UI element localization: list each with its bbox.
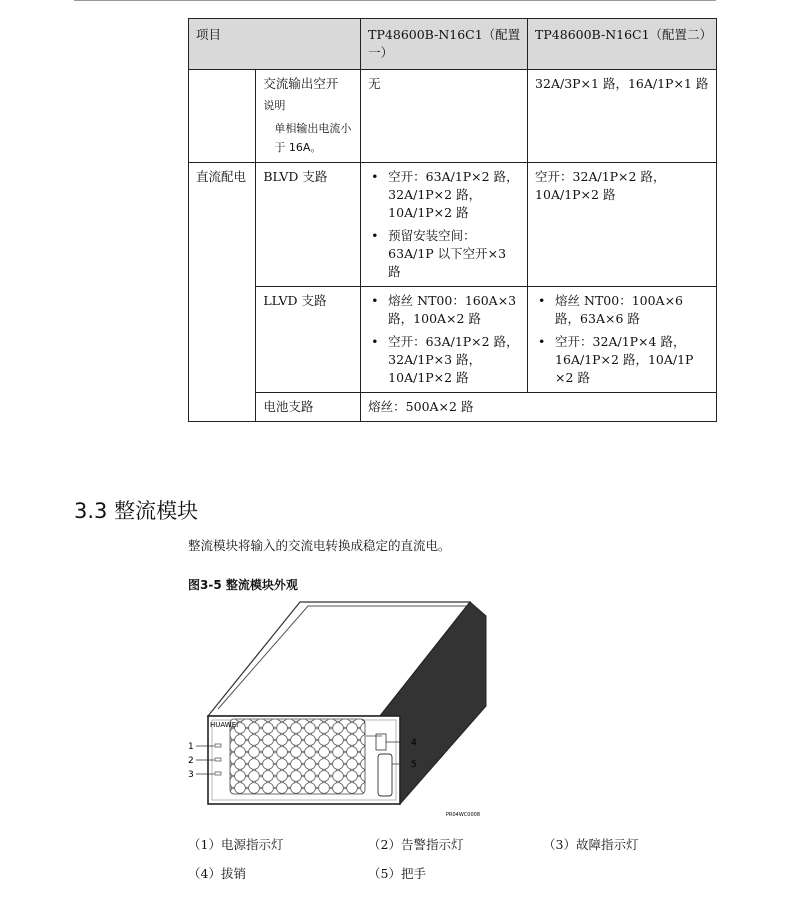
legend-power: （1）电源指示灯: [188, 837, 284, 852]
figure-caption: 图3-5 整流模块外观: [188, 578, 298, 592]
callout-1: 1: [188, 742, 194, 752]
list-item: • 空开：32A/1P×4 路，16A/1P×2 路，10A/1P ×2 路: [535, 333, 710, 387]
pull-pin: [376, 734, 386, 750]
header-config1: TP48600B-N16C1（配置一）: [361, 19, 528, 70]
ac-output-cell: [256, 70, 361, 163]
note-body: 单相输出电流小于 16A。: [274, 122, 352, 154]
table-row-blvd: [189, 163, 717, 287]
header-config2: TP48600B-N16C1（配置二）: [528, 19, 717, 70]
list-item: • 空开：63A/1P×2 路，32A/1P×3 路，10A/1P×2 路: [368, 333, 521, 387]
callout-3: 3: [188, 770, 194, 780]
page-top-rule: [74, 0, 716, 1]
list-item: • 熔丝 NT00：100A×6 路，63A×6 路: [535, 292, 710, 328]
section-title: 3.3 整流模块: [74, 499, 199, 523]
dc-group-label: 直流配电: [189, 163, 256, 422]
callout-5: 5: [411, 760, 417, 770]
table-header-row: [189, 19, 717, 70]
blvd-config2: 空开：32A/1P×2 路，10A/1P×2 路: [528, 163, 717, 287]
brand-logo: HUAWEI: [210, 721, 239, 729]
list-item: • 空开：63A/1P×2 路，32A/1P×2 路，10A/1P×2 路: [368, 168, 521, 222]
table-row-ac-output: [189, 70, 717, 163]
legend-handle: （5）把手: [368, 866, 426, 881]
table-row-llvd: [189, 287, 717, 393]
legend-alarm: （2）告警指示灯: [368, 837, 464, 852]
battery-label: 电池支路: [256, 393, 361, 422]
list-item: • 熔丝 NT00：160A×3 路，100A×2 路: [368, 292, 521, 328]
legend-pull-pin: （4）拔销: [188, 866, 246, 881]
callout-4: 4: [411, 738, 417, 748]
empty-cell: [189, 70, 256, 163]
llvd-label: LLVD 支路: [256, 287, 361, 393]
legend-fault: （3）故障指示灯: [543, 837, 639, 852]
handle: [378, 754, 392, 796]
ac-output-config2: 32A/3P×1 路，16A/1P×1 路: [528, 70, 717, 163]
table-row-battery: [189, 393, 717, 422]
callout-2: 2: [188, 756, 194, 766]
llvd-config2: [528, 287, 717, 393]
vent-grill: [230, 719, 365, 794]
ac-output-label: 交流输出空开: [263, 76, 339, 91]
list-item: • 预留安装空间：63A/1P 以下空开×3 路: [368, 227, 521, 281]
rectifier-module-illustration: [170, 596, 510, 826]
blvd-label: BLVD 支路: [256, 163, 361, 287]
section-paragraph: 整流模块将输入的交流电转换成稳定的直流电。: [188, 538, 451, 553]
blvd-config1: [361, 163, 528, 287]
ac-output-config1: 无: [361, 70, 528, 163]
battery-config: 熔丝：500A×2 路: [361, 393, 717, 422]
header-item: 项目: [189, 19, 361, 70]
figure-code: PR04WC0008: [446, 812, 481, 818]
note-title: 说明: [263, 99, 286, 112]
llvd-config1: [361, 287, 528, 393]
spec-table: [188, 18, 717, 422]
